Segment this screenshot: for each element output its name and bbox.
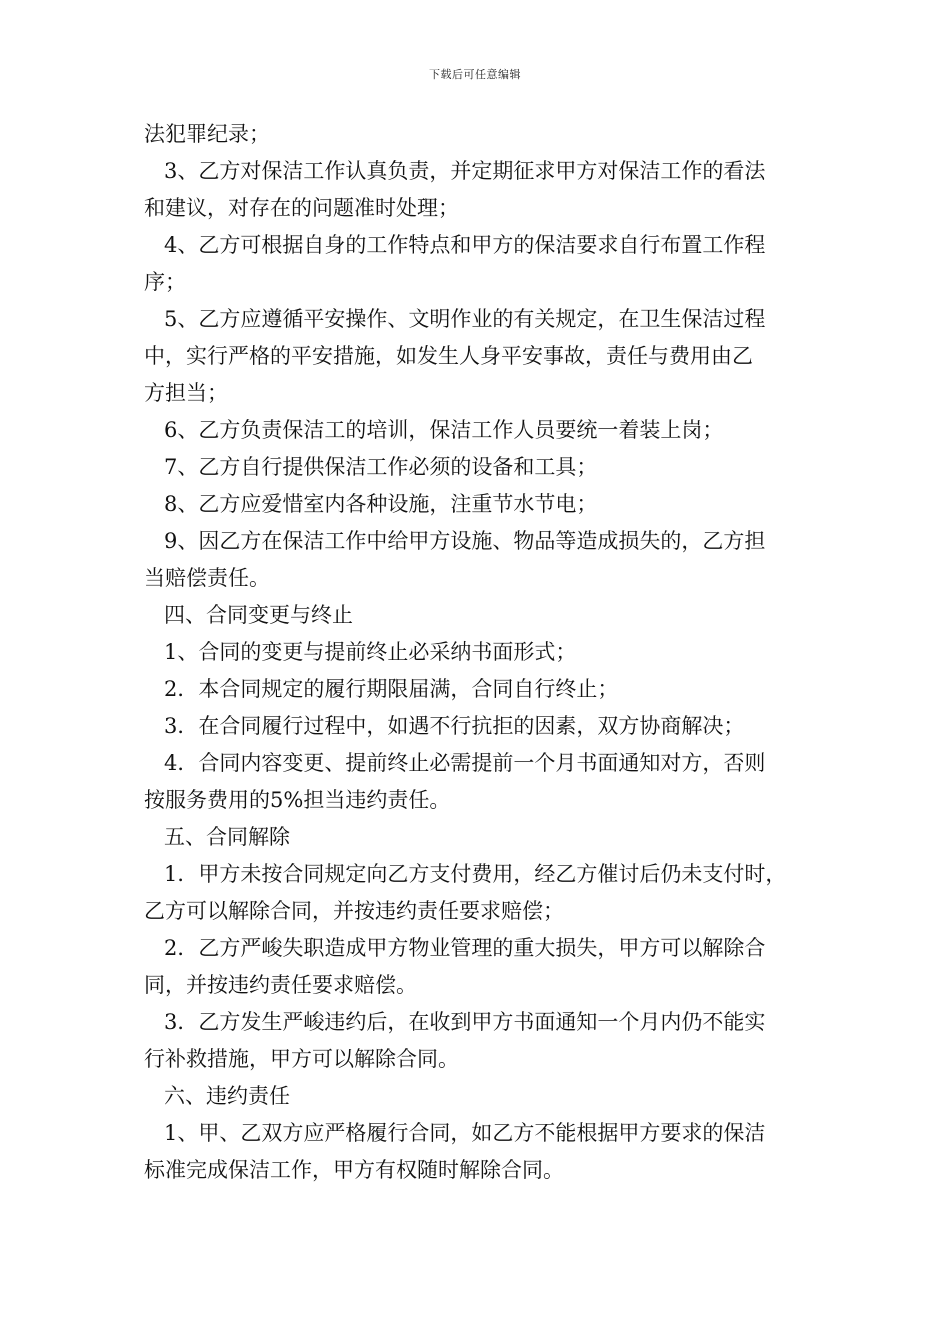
text-line: 4．合同内容变更、提前终止必需提前一个月书面通知对方，否则 <box>164 751 766 775</box>
text-line: 法犯罪纪录； <box>144 122 270 146</box>
text-line: 四、合同变更与终止 <box>164 603 353 627</box>
text-line: 3．乙方发生严峻违约后，在收到甲方书面通知一个月内仍不能实 <box>164 1010 766 1034</box>
text-line: 1．甲方未按合同规定向乙方支付费用，经乙方催讨后仍未支付时， <box>164 862 787 886</box>
text-line: 5、乙方应遵循平安操作、文明作业的有关规定，在卫生保洁过程 <box>164 307 766 331</box>
text-line: 当赔偿责任。 <box>144 566 270 590</box>
text-line: 7、乙方自行提供保洁工作必须的设备和工具； <box>164 455 598 479</box>
text-line: 1、甲、乙双方应严格履行合同，如乙方不能根据甲方要求的保洁 <box>164 1121 766 1145</box>
document-body <box>144 116 814 1189</box>
text-line: 标准完成保洁工作，甲方有权随时解除合同。 <box>144 1158 564 1182</box>
text-line: 2．本合同规定的履行期限届满，合同自行终止； <box>164 677 619 701</box>
text-line: 6、乙方负责保洁工的培训，保洁工作人员要统一着装上岗； <box>164 418 724 442</box>
page-header: 下载后可任意编辑 <box>429 68 521 81</box>
text-line: 行补救措施，甲方可以解除合同。 <box>144 1047 459 1071</box>
text-line: 按服务费用的5%担当违约责任。 <box>144 788 451 812</box>
text-line: 同，并按违约责任要求赔偿。 <box>144 973 417 997</box>
text-line: 乙方可以解除合同，并按违约责任要求赔偿； <box>144 899 564 923</box>
text-line: 中，实行严格的平安措施，如发生人身平安事故，责任与费用由乙 <box>144 344 753 368</box>
text-line: 2．乙方严峻失职造成甲方物业管理的重大损失，甲方可以解除合 <box>164 936 766 960</box>
text-line: 序； <box>144 270 186 294</box>
text-line: 9、因乙方在保洁工作中给甲方设施、物品等造成损失的，乙方担 <box>164 529 766 553</box>
text-line: 3．在合同履行过程中，如遇不行抗拒的因素，双方协商解决； <box>164 714 745 738</box>
text-line: 五、合同解除 <box>164 825 290 849</box>
text-line: 4、乙方可根据自身的工作特点和甲方的保洁要求自行布置工作程 <box>164 233 766 257</box>
text-line: 8、乙方应爱惜室内各种设施，注重节水节电； <box>164 492 598 516</box>
text-line: 六、违约责任 <box>164 1084 290 1108</box>
text-line: 和建议，对存在的问题准时处理； <box>144 196 459 220</box>
text-line: 1、合同的变更与提前终止必采纳书面形式； <box>164 640 577 664</box>
text-line: 3、乙方对保洁工作认真负责，并定期征求甲方对保洁工作的看法 <box>164 159 766 183</box>
text-line: 方担当； <box>144 381 228 405</box>
